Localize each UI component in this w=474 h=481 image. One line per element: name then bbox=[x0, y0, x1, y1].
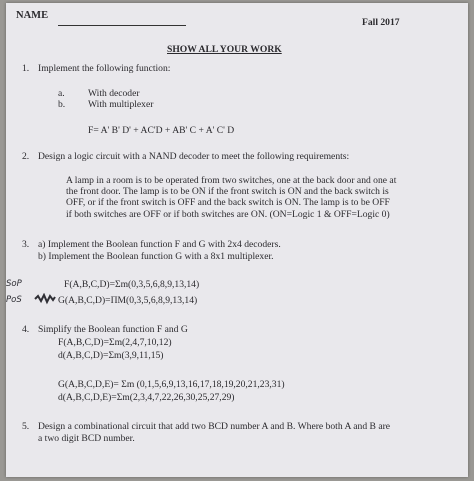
q5-line-2: a two digit BCD number. bbox=[38, 433, 135, 444]
instruction-heading: SHOW ALL YOUR WORK bbox=[167, 44, 282, 55]
q2-paragraph-line: the front door. The lamp is to be ON if the front switch is ON and the back switch is bbox=[66, 186, 389, 197]
exam-sheet bbox=[6, 3, 468, 477]
q1-b-text: With multiplexer bbox=[88, 99, 154, 110]
q5-number: 5. bbox=[22, 421, 30, 432]
pos-handwritten-note: PoS bbox=[6, 295, 22, 305]
name-line bbox=[58, 25, 186, 26]
q5-line-1: Design a combinational circuit that add two BCD number A and B. Where both A and B are bbox=[38, 421, 391, 432]
q4-g-expression: G(A,B,C,D,E)= Σm (0,1,5,6,9,13,16,17,18,19,20,21,23,31) bbox=[58, 379, 285, 390]
q3-part-b: b) Implement the Boolean function G with a 8x1 multiplexer. bbox=[38, 251, 274, 262]
q4-g-dont-care: d(A,B,C,D,E)=Σm(2,3,4,7,22,26,30,25,27,29) bbox=[58, 392, 235, 403]
q2-paragraph-line: A lamp in a room is to be operated from two switches, one at the back door and one at bbox=[66, 175, 397, 186]
q4-text: Simplify the Boolean function F and G bbox=[38, 324, 188, 335]
scribble-mark bbox=[34, 293, 56, 305]
q3-number: 3. bbox=[22, 239, 30, 250]
name-label: NAME bbox=[16, 10, 49, 21]
q3-g-expression: G(A,B,C,D)=ΠM(0,3,5,6,8,9,13,14) bbox=[58, 295, 198, 306]
q2-text: Design a logic circuit with a NAND decoder to meet the following requirements: bbox=[38, 151, 350, 162]
sop-handwritten-note: SoP bbox=[6, 279, 22, 289]
q1-text: Implement the following function: bbox=[38, 63, 171, 74]
term-label: Fall 2017 bbox=[362, 17, 400, 28]
q2-paragraph-line: OFF, or if the front switch is OFF and the back switch is ON. The lamp is to be OFF bbox=[66, 197, 390, 208]
q4-f-dont-care: d(A,B,C,D)=Σm(3,9,11,15) bbox=[58, 350, 164, 361]
q2-number: 2. bbox=[22, 151, 30, 162]
q1-b-marker: b. bbox=[58, 99, 66, 110]
q1-a-text: With decoder bbox=[88, 88, 140, 99]
q3-part-a: a) Implement the Boolean function F and G with 2x4 decoders. bbox=[38, 239, 281, 250]
q4-number: 4. bbox=[22, 324, 30, 335]
q1-a-marker: a. bbox=[58, 88, 65, 99]
q1-number: 1. bbox=[22, 63, 30, 74]
q1-function: F= A' B' D' + AC'D + AB' C + A' C' D bbox=[88, 125, 235, 136]
q2-paragraph-line: if both switches are OFF or if both switches are ON. (ON=Logic 1 & OFF=Logic 0) bbox=[66, 209, 390, 220]
q4-f-expression: F(A,B,C,D)=Σm(2,4,7,10,12) bbox=[58, 337, 172, 348]
q3-f-expression: F(A,B,C,D)=Σm(0,3,5,6,8,9,13,14) bbox=[64, 279, 200, 290]
